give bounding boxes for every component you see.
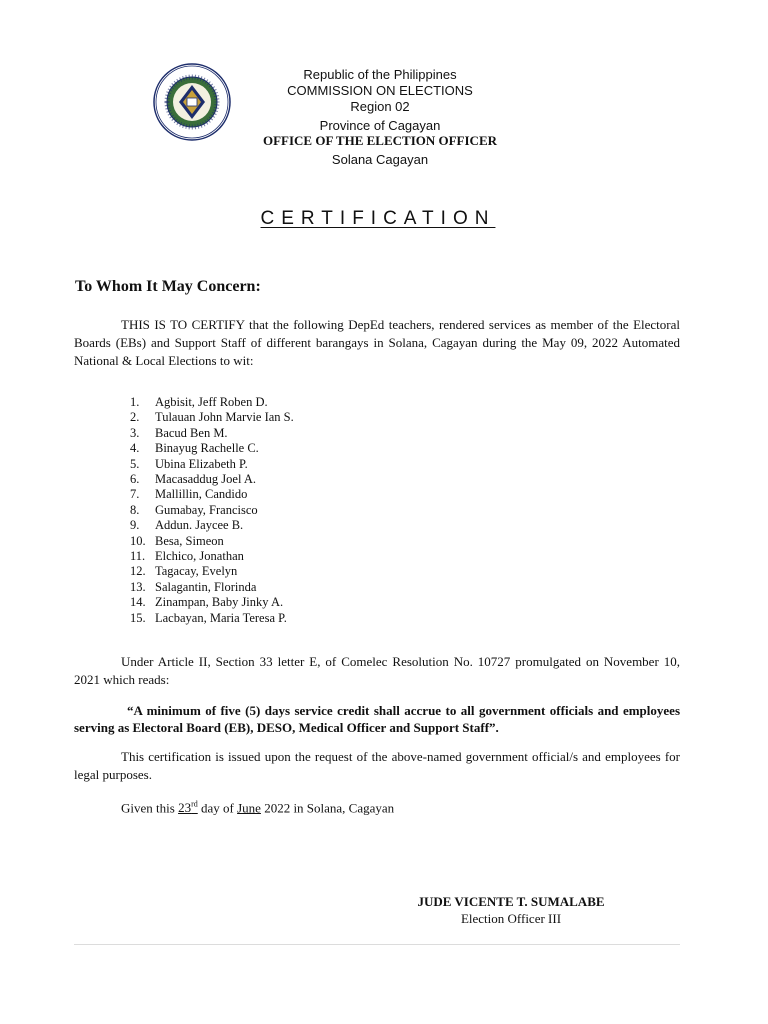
list-item-name: Gumabay, Francisco bbox=[155, 502, 258, 517]
list-item-number: 4. bbox=[130, 441, 140, 456]
given-prefix: Given this bbox=[121, 800, 179, 816]
list-item bbox=[130, 549, 294, 564]
list-item bbox=[130, 611, 294, 626]
list-item-name: Lacbayan, Maria Teresa P. bbox=[155, 610, 287, 625]
list-item bbox=[130, 472, 294, 487]
signatory-name: JUDE VICENTE T. SUMALABE bbox=[417, 894, 605, 909]
resolution-paragraph: Under Article II, Section 33 letter E, of Comelec Resolution No. 10727 promulgated on November 10, 2021 which reads: bbox=[74, 654, 680, 687]
page-divider bbox=[74, 944, 680, 945]
list-item bbox=[130, 503, 294, 518]
list-item-name: Addun. Jaycee B. bbox=[155, 518, 244, 533]
certify-paragraph: THIS IS TO CERTIFY that the following DepEd teachers, rendered services as member of the Electoral Boards (EBs) and Support Staff of different barangays in Solana, Cagayan during the May 09, 2022 Automated National & Local Elections to wit: bbox=[74, 317, 680, 368]
list-item-number: 1. bbox=[130, 395, 140, 409]
list-item-name: Bacud Ben M. bbox=[155, 425, 228, 440]
list-item-name: Tulauan John Marvie Ian S. bbox=[155, 410, 294, 425]
list-item bbox=[130, 518, 294, 533]
list-item-name: Agbisit, Jeff Roben D. bbox=[155, 395, 268, 409]
header-region: Region 02 bbox=[350, 99, 410, 114]
header-republic: Republic of the Philippines bbox=[303, 67, 457, 82]
list-item-number: 3. bbox=[130, 425, 140, 440]
list-item-number: 11. bbox=[130, 549, 146, 564]
list-item-number: 13. bbox=[130, 579, 146, 594]
list-item bbox=[130, 487, 294, 502]
list-item-name: Tagacay, Evelyn bbox=[155, 564, 238, 579]
given-suffix: 2022 in Solana, Cagayan bbox=[260, 800, 395, 816]
list-item bbox=[130, 534, 294, 549]
header-province: Province of Cagayan bbox=[319, 118, 441, 133]
list-item bbox=[130, 410, 294, 425]
purpose-paragraph: This certification is issued upon the request of the above-named government official/s and employees for legal purposes. bbox=[74, 749, 680, 782]
given-middle: day of bbox=[197, 800, 238, 816]
list-item-number: 10. bbox=[130, 533, 146, 548]
list-item-number: 8. bbox=[130, 502, 140, 517]
header-municipality: Solana Cagayan bbox=[331, 152, 429, 167]
header-commission: COMMISSION ON ELECTIONS bbox=[287, 83, 473, 98]
list-item-number: 9. bbox=[130, 518, 140, 533]
list-item-name: Besa, Simeon bbox=[155, 533, 224, 548]
salutation: To Whom It May Concern: bbox=[75, 278, 261, 295]
list-item-name: Ubina Elizabeth P. bbox=[155, 456, 248, 471]
list-item-number: 12. bbox=[130, 564, 146, 579]
list-item-name: Salagantin, Florinda bbox=[155, 579, 257, 594]
list-item-number: 5. bbox=[130, 456, 140, 471]
list-item-name: Mallillin, Candido bbox=[155, 487, 248, 502]
list-item-name: Binayug Rachelle C. bbox=[155, 441, 259, 456]
list-item bbox=[130, 564, 294, 579]
list-item-name: Elchico, Jonathan bbox=[155, 549, 244, 564]
list-item-number: 6. bbox=[130, 472, 140, 487]
header-office: OFFICE OF THE ELECTION OFFICER bbox=[262, 133, 498, 148]
resolution-quote: “A minimum of five (5) days service credit shall accrue to all government officials and employees serving as Electoral Board (EB), DESO, Medical Officer and Support Staff”. bbox=[74, 703, 680, 735]
list-item bbox=[130, 595, 294, 610]
given-date-line bbox=[74, 796, 680, 817]
list-item-number: 14. bbox=[130, 595, 146, 610]
comelec-seal-icon bbox=[153, 63, 231, 141]
given-day: 23rd bbox=[178, 800, 198, 816]
list-item-number: 7. bbox=[130, 487, 140, 502]
given-month: June bbox=[237, 800, 261, 816]
teacher-name-list bbox=[130, 395, 294, 626]
list-item-name: Zinampan, Baby Jinky A. bbox=[155, 595, 284, 610]
list-item-number: 15. bbox=[130, 610, 146, 625]
signatory-title: Election Officer III bbox=[460, 911, 562, 926]
list-item bbox=[130, 580, 294, 595]
list-item bbox=[130, 395, 294, 410]
list-item bbox=[130, 426, 294, 441]
list-item bbox=[130, 457, 294, 472]
list-item-number: 2. bbox=[130, 410, 140, 425]
list-item bbox=[130, 441, 294, 456]
document-title: CERTIFICATION bbox=[260, 208, 496, 229]
list-item-name: Macasaddug Joel A. bbox=[155, 472, 257, 487]
